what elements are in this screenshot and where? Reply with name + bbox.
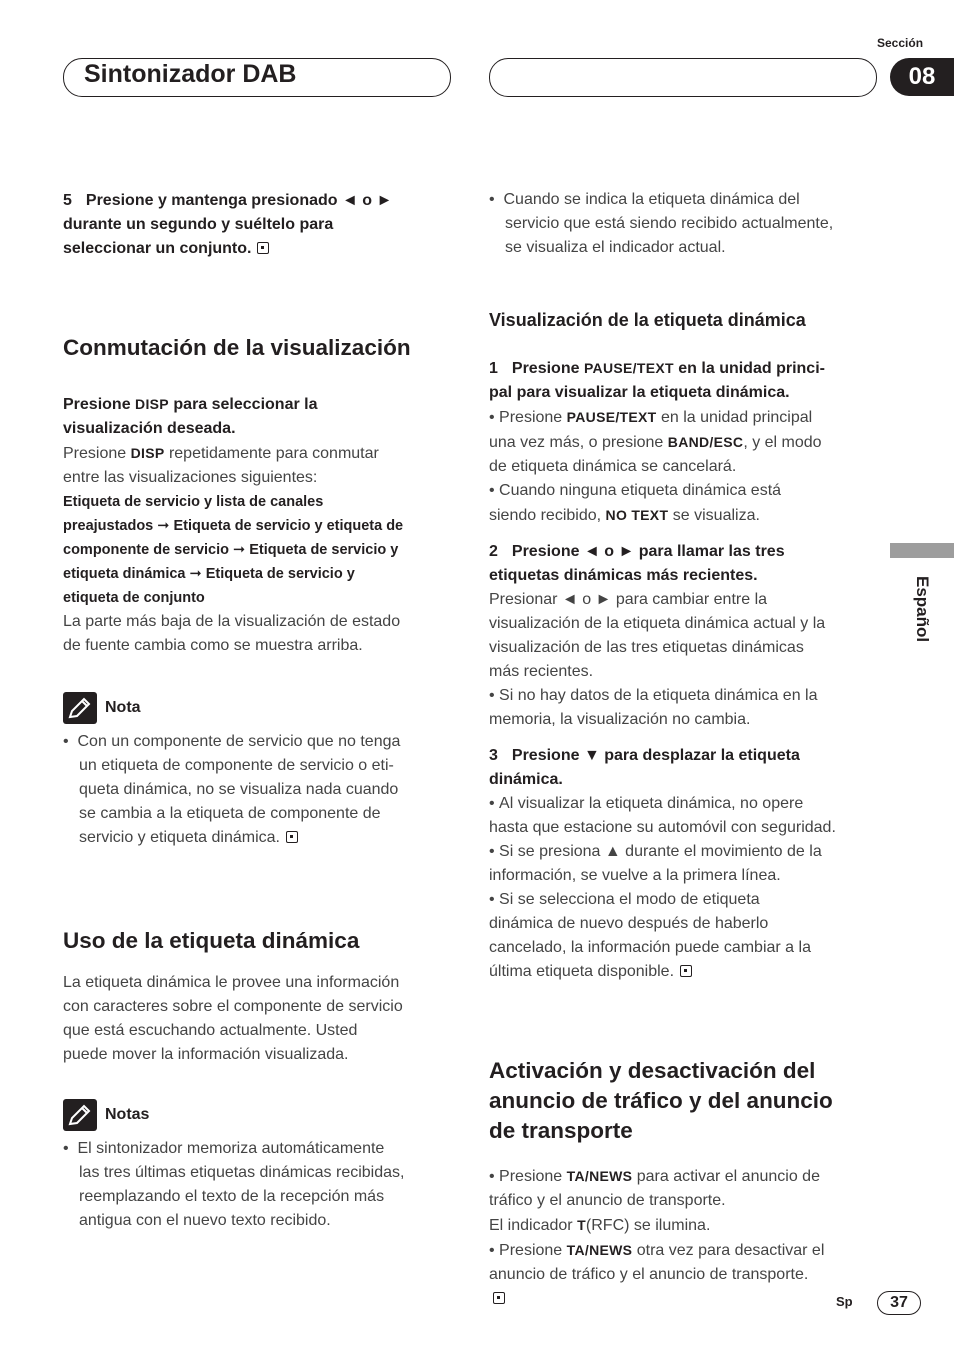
note-icon <box>63 692 97 724</box>
right-column <box>489 188 879 1311</box>
note-item: • Con un componente de servicio que no tenga un etiqueta de componente de servicio o eti- queta dinámica, no se visualiza nada cuando se cambia a la etiqueta de componente de servicio y etiqueta dinámica. <box>63 733 401 846</box>
traffic-bullet-1: • Presione TA/NEWS para activar el anuncio de tráfico y el anuncio de transporte. El indicador T(RFC) se ilumina. <box>489 1168 820 1234</box>
step-3-bullet-3: • Si se selecciona el modo de etiqueta dinámica de nuevo después de haberlo cancelado, la información puede cambiar a la última etiqueta disponible. <box>489 891 811 980</box>
left-column <box>63 189 453 1233</box>
note-heading: Nota <box>63 692 453 724</box>
display-footnote: La parte más baja de la visualización de estado de fuente cambia como se muestra arriba. <box>63 613 401 654</box>
stop-icon <box>680 965 692 977</box>
arrow-icon: ➞ <box>233 542 246 558</box>
step-1: 1 Presione PAUSE/TEXT en la unidad princi- pal para visualizar la etiqueta dinámica. <box>489 360 825 401</box>
continued-bullet: • Cuando se indica la etiqueta dinámica del servicio que está siendo recibido actualmente, se visualiza el indicador actual. <box>489 191 834 256</box>
notes-heading: Notas <box>63 1099 453 1131</box>
footer-lang: Sp <box>836 1294 853 1309</box>
note-icon <box>63 1099 97 1131</box>
arrow-icon: ➞ <box>157 518 170 534</box>
rfc-indicator: T <box>577 1217 586 1233</box>
display-body: Presione DISP repetidamente para conmutar entre las visualizaciones siguientes: <box>63 445 379 486</box>
heading-dynamic-label: Uso de la etiqueta dinámica <box>63 928 360 953</box>
step-2-bullet: • Si no hay datos de la etiqueta dinámica en la memoria, la visualización no cambia. <box>489 687 818 728</box>
dynamic-intro: La etiqueta dinámica le provee una información con caracteres sobre el componente de servicio que está escuchando actualmente. Usted puede mover la información visualizada. <box>63 974 403 1063</box>
step-5: 5 Presione y mantenga presionado ◄ o ► durante un segundo y suéltelo para seleccionar un conjunto. <box>63 192 393 257</box>
stop-icon <box>493 1292 505 1304</box>
arrow-icon: ➞ <box>189 566 202 582</box>
page-number: 37 <box>877 1291 921 1315</box>
step-1-bullet-1: • Presione PAUSE/TEXT en la unidad principal una vez más, o presione BAND/ESC, y el modo de etiqueta dinámica se cancelará. <box>489 409 822 475</box>
step-3-bullet-1: • Al visualizar la etiqueta dinámica, no opere hasta que estacione su automóvil con seguridad. <box>489 795 836 836</box>
step-2: 2 Presione ◄ o ► para llamar las tres etiquetas dinámicas más recientes. <box>489 543 785 584</box>
section-label: Sección <box>877 36 924 50</box>
heading-display: Conmutación de la visualización <box>63 335 411 360</box>
notes-item: • El sintonizador memoriza automáticamente las tres últimas etiquetas dinámicas recibidas, reemplazando el texto de la recepción más antigua con el nuevo texto recibido. <box>63 1140 405 1229</box>
stop-icon <box>286 831 298 843</box>
section-number: 08 <box>890 58 954 96</box>
language-label: Español <box>913 576 932 643</box>
heading-view-label: Visualización de la etiqueta dinámica <box>489 310 806 330</box>
heading-traffic: Activación y desactivación del anuncio de tráfico y del anuncio de transporte <box>489 1058 833 1143</box>
blank-frame <box>489 58 877 97</box>
display-instruction: Presione DISP para seleccionar la visualización deseada. <box>63 396 318 437</box>
language-tab <box>890 543 954 558</box>
step-2-body: Presionar ◄ o ► para cambiar entre la visualización de la etiqueta dinámica actual y la visualización de las tres etiquetas dinámicas más recientes. <box>489 591 826 680</box>
traffic-bullet-2: • Presione TA/NEWS otra vez para desactivar el anuncio de tráfico y el anuncio de transporte. <box>489 1238 879 1311</box>
stop-icon <box>257 242 269 254</box>
page-title: Sintonizador DAB <box>84 60 297 88</box>
step-3-bullet-2: • Si se presiona ▲ durante el movimiento de la información, se vuelve a la primera línea. <box>489 843 822 884</box>
step-3: 3 Presione ▼ para desplazar la etiqueta dinámica. <box>489 747 800 788</box>
step-1-bullet-2: • Cuando ninguna etiqueta dinámica está siendo recibido, NO TEXT se visualiza. <box>489 482 782 524</box>
display-sequence: Etiqueta de servicio y lista de canales preajustados ➞ Etiqueta de servicio y etiqueta de componente de servicio ➞ Etiqueta de servicio y etiqueta dinámica ➞ Etiqueta de servicio y etiqueta de conjunto <box>63 494 404 606</box>
